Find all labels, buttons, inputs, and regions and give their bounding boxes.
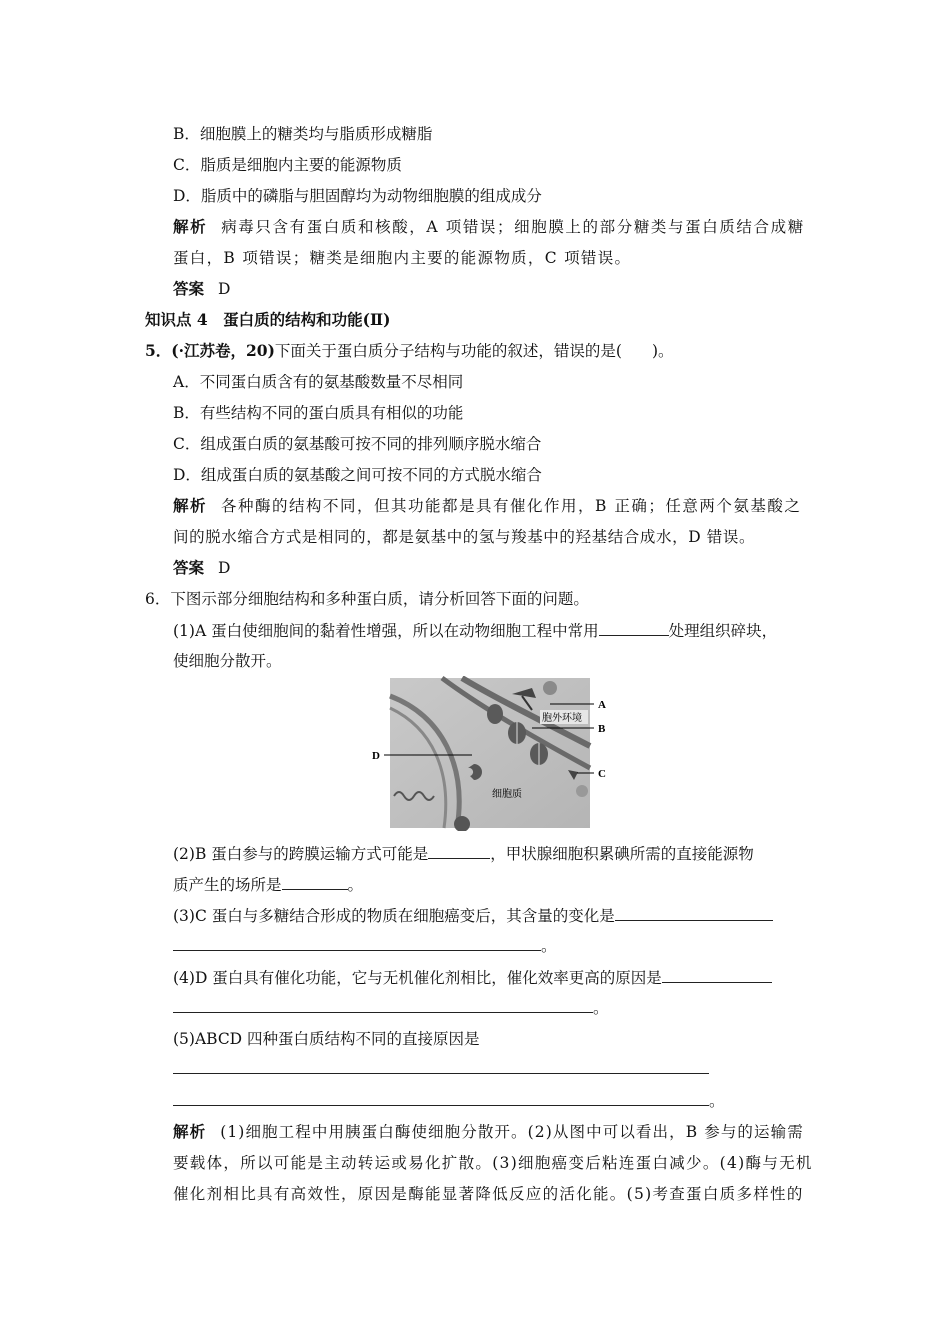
q6-part-2-text-b: ，甲状腺细胞积累碘所需的直接能源物 xyxy=(490,845,754,863)
label-a: A xyxy=(598,699,606,711)
q4-analysis-line-2: 蛋白，B 项错误；糖类是细胞内主要的能源物质，C 项错误。 xyxy=(173,249,632,267)
q6-part-4-line-1 xyxy=(173,967,772,988)
q6-part-5-blank-a[interactable] xyxy=(173,1073,709,1074)
q6-part-3-text: (3)C 蛋白与多糖结合形成的物质在细胞癌变后，其含量的变化是 xyxy=(173,907,615,925)
q6-part-5-end: 。 xyxy=(709,1092,725,1110)
q5-answer xyxy=(173,558,230,578)
q5-option-d: D．组成蛋白质的氨基酸之间可按不同的方式脱水缩合 xyxy=(173,466,542,484)
q6-part-3-end: 。 xyxy=(541,937,557,955)
q6-part-1-line-2: 使细胞分散开。 xyxy=(173,652,282,670)
vesicle xyxy=(543,681,557,695)
q6-analysis-line-1 xyxy=(173,1122,804,1142)
q6-part-1-text-a: (1)A 蛋白使细胞间的黏着性增强，所以在动物细胞工程中常用 xyxy=(173,622,599,640)
q4-answer-label: 答案 xyxy=(173,279,205,298)
q4-answer-value: D xyxy=(218,280,231,298)
q5-option-a: A．不同蛋白质含有的氨基酸数量不尽相同 xyxy=(173,373,464,391)
label-c: C xyxy=(598,768,606,780)
label-b: B xyxy=(598,723,606,735)
q5-stem-suffix: )。 xyxy=(651,342,674,360)
q6-part-2-blank-1[interactable] xyxy=(428,843,490,859)
q6-part-1-blank[interactable] xyxy=(599,620,669,636)
q6-part-2-line2-text-a: 质产生的场所是 xyxy=(173,876,282,894)
q6-part-2-blank-2[interactable] xyxy=(282,874,348,890)
q4-analysis-label: 解析 xyxy=(173,217,208,236)
q5-analysis-label: 解析 xyxy=(173,496,208,515)
vesicle xyxy=(576,785,588,797)
q6-part-4-end: 。 xyxy=(593,999,609,1017)
q6-part-1-text-b: 处理组织碎块， xyxy=(668,622,778,640)
q6-part-5-blank-b[interactable] xyxy=(173,1105,709,1106)
q6-part-3-blank-a[interactable] xyxy=(615,905,773,921)
q5-answer-value: D xyxy=(218,559,231,577)
q6-part-3-line-1 xyxy=(173,905,773,926)
q4-analysis-line-1 xyxy=(173,217,805,237)
q6-part-2-line-2 xyxy=(173,874,363,895)
q6-analysis-line-2: 要载体，所以可能是主动转运或易化扩散。(3)细胞癌变后粘连蛋白减少。(4)酶与无机 xyxy=(173,1154,813,1172)
q6-part-4-blank-b[interactable] xyxy=(173,1012,593,1013)
q4-answer xyxy=(173,279,230,299)
q6-stem: 6．下图示部分细胞结构和多种蛋白质，请分析回答下面的问题。 xyxy=(145,590,589,608)
q6-part-2-line2-text-b: 。 xyxy=(347,876,364,894)
q5-option-b: B．有些结构不同的蛋白质具有相似的功能 xyxy=(173,404,464,422)
q6-part-1-line-1 xyxy=(173,620,777,641)
q6-analysis-line-3: 催化剂相比具有高效性，原因是酶能显著降低反应的活化能。(5)考查蛋白质多样性的 xyxy=(173,1185,804,1203)
q6-part-4-text: (4)D 蛋白具有催化功能，它与无机催化剂相比，催化效率更高的原因是 xyxy=(173,969,662,987)
label-cytoplasm: 细胞质 xyxy=(492,789,522,800)
label-d: D xyxy=(372,750,380,762)
q5-analysis-line-1 xyxy=(173,496,801,516)
q4-analysis-text-1: 病毒只含有蛋白质和核酸，A 项错误；细胞膜上的部分糖类与蛋白质结合成糖 xyxy=(221,218,805,236)
cell-structure-figure xyxy=(372,676,617,831)
q6-part-2-line-1 xyxy=(173,843,754,864)
q6-part-5-line-1: (5)ABCD 四种蛋白质结构不同的直接原因是 xyxy=(173,1030,480,1048)
q6-part-3-blank-b[interactable] xyxy=(173,950,541,951)
q5-source: 5．(·江苏卷，20) xyxy=(145,341,275,360)
label-outside-environment: 胞外环境 xyxy=(542,713,582,724)
q6-analysis-text-1: (1)细胞工程中用胰蛋白酶使细胞分散开。(2)从图中可以看出，B 参与的运输需 xyxy=(220,1123,804,1141)
q6-analysis-label: 解析 xyxy=(173,1122,207,1141)
q4-option-b: B．细胞膜上的糖类均与脂质形成糖脂 xyxy=(173,125,433,143)
q6-part-2-text-a: (2)B 蛋白参与的跨膜运输方式可能是 xyxy=(173,845,429,863)
q4-option-d: D．脂质中的磷脂与胆固醇均为动物细胞膜的组成成分 xyxy=(173,187,542,205)
q6-part-4-blank-a[interactable] xyxy=(662,967,772,983)
cell-structure-diagram xyxy=(372,676,617,831)
q5-analysis-line-2: 间的脱水缩合方式是相同的，都是氨基中的氢与羧基中的羟基结合成水，D 错误。 xyxy=(173,528,756,546)
q5-stem-text: 下面关于蛋白质分子结构与功能的叙述，错误的是( xyxy=(274,342,622,360)
q5-analysis-text-1: 各种酶的结构不同，但其功能都是具有催化作用，B 正确；任意两个氨基酸之 xyxy=(221,497,802,515)
q5-stem xyxy=(145,341,674,361)
section-title: 知识点 4 蛋白质的结构和功能(Ⅱ) xyxy=(145,310,391,329)
q4-option-c: C．脂质是细胞内主要的能源物质 xyxy=(173,156,402,174)
q5-option-c: C．组成蛋白质的氨基酸可按不同的排列顺序脱水缩合 xyxy=(173,435,542,453)
q5-answer-label: 答案 xyxy=(173,558,205,577)
protein-b xyxy=(487,704,503,724)
